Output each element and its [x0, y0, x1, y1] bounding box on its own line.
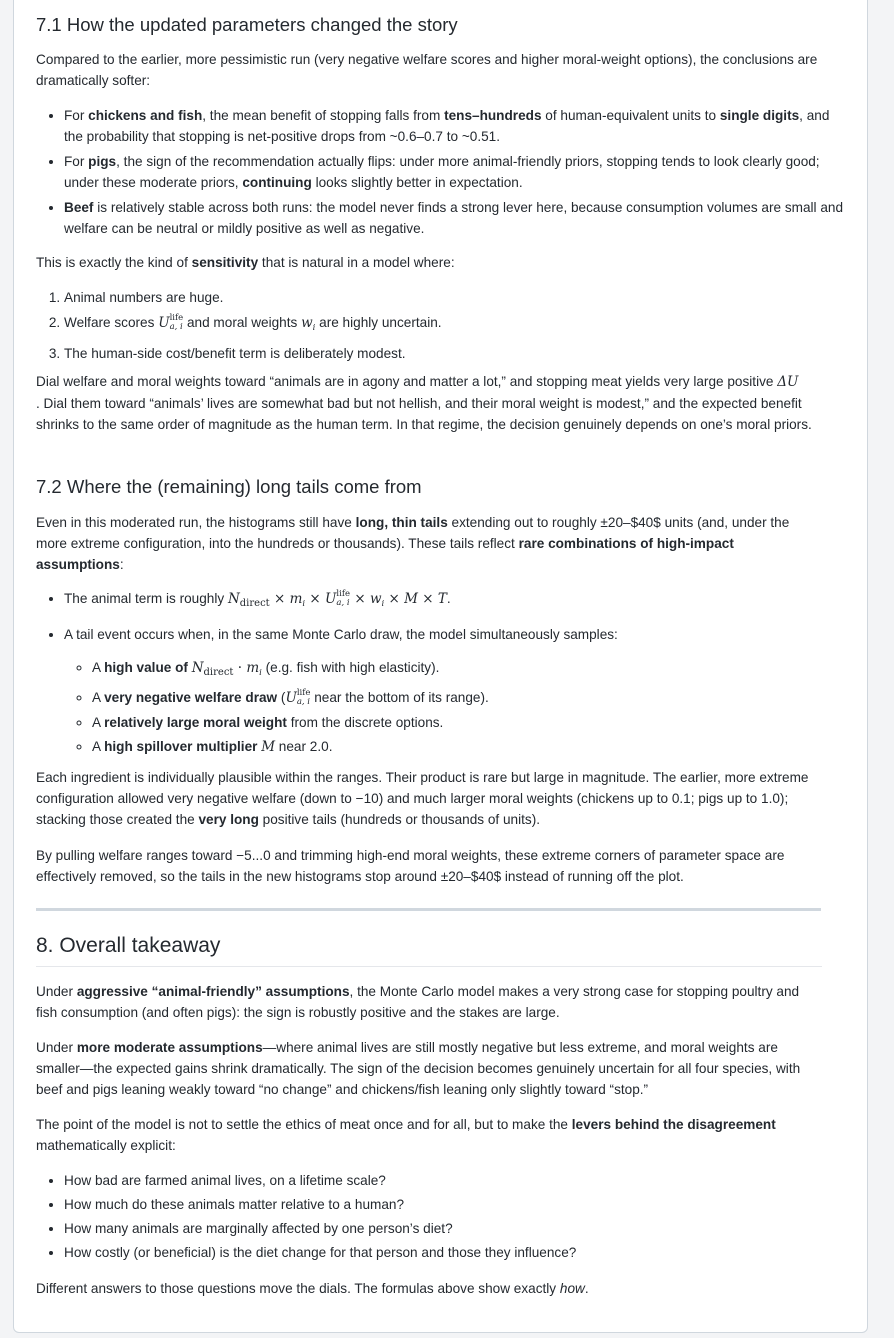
- list-item: • The animal term is roughly $N_{direct} \times m_i \times U$ life a, i × $w_i \times M \times T$.: [64, 588, 850, 615]
- list-item: • Beef is relatively stable across both runs: the model never finds a strong lever here, because consumption volumes are small and welfare can be neutral or mildly positive as well as negative.: [64, 197, 850, 239]
- list-item: • How bad are farmed animal lives, on a lifetime scale?: [64, 1170, 850, 1191]
- list-item: ◦ A very negative welfare draw (U life a, i near the bottom of its range).: [92, 687, 850, 709]
- delta-u-formula: ΔU: [777, 374, 799, 390]
- list-item: ◦ A high value of $N_{direct} \cdot m_i$ (e.g. fish with high elasticity).: [92, 657, 850, 684]
- section-7-1-heading: 7.1 How the updated parameters changed the story: [36, 14, 458, 35]
- moderate-assumptions-paragraph: Under more moderate assumptions—where animal lives are still mostly negative but less extreme, and moral weights are smaller—the expected gains shrink dramatically. The sign of the decision becomes genuinely uncertain for all four species, with beef and pigs leaning weakly toward “no change” and chickens/fish leaning only slightly toward “stop.”: [36, 1040, 801, 1097]
- list-item: • How many animals are marginally affected by one person’s diet?: [64, 1218, 850, 1239]
- list-item: • For chickens and fish, the mean benefit of stopping falls from tens–hundreds of human-equivalent units to single digits, and the probability that stopping is net-positive drops from ~0.6–0.7 to ~0.51.: [64, 105, 850, 147]
- animal-term-formula: $N_{direct} \times m_i \times U$ life a, i × $w_i \times M \times T$: [227, 589, 447, 609]
- section-7-1-bullet-list: [36, 105, 850, 239]
- list-item: • A tail event occurs when, in the same Monte Carlo draw, the model simultaneously samples: ◦ A high value of $N_{direct} \cdot m_i$ (e.g. fish with high elasticity). ◦ A very negative welfare draw (U life a, i near the bottom of its range). ◦ A relatively large moral weight from the discrete options. ◦ A high spillover multiplier M near 2.0.: [64, 624, 850, 758]
- closing-paragraph: Different answers to those questions move the dials. The formulas above show exactly how.: [36, 1281, 589, 1296]
- list-item: ◦ A high spillover multiplier M near 2.0.: [92, 736, 850, 758]
- pulling-ranges-paragraph: By pulling welfare ranges toward −5...0 and trimming high-end moral weights, these extreme corners of parameter space are effectively removed, so the tails in the new histograms stop around ±20–$40$ instead of running off the plot.: [36, 848, 785, 884]
- welfare-score-formula: U life a, i: [158, 313, 184, 332]
- list-item: ◦ A relatively large moral weight from the discrete options.: [92, 712, 850, 733]
- section-7-2-bullet-list: [36, 588, 850, 758]
- model-point-paragraph: The point of the model is not to settle the ethics of meat once and for all, but to make the levers behind the disagreement mathematically explicit:: [36, 1117, 776, 1153]
- list-item: • How much do these animals matter relative to a human?: [64, 1194, 850, 1215]
- sensitivity-paragraph: This is exactly the kind of sensitivity that is natural in a model where:: [36, 255, 455, 270]
- welfare-draw-formula: U life a, i: [285, 688, 311, 707]
- list-item: 1. Animal numbers are huge.: [64, 287, 850, 308]
- aggressive-assumptions-paragraph: Under aggressive “animal-friendly” assumptions, the Monte Carlo model makes a very strong case for stopping poultry and fish consumption (and often pigs): the sign is robustly positive and the stakes are large.: [36, 984, 800, 1020]
- long-tails-paragraph: Even in this moderated run, the histograms still have long, thin tails extending out to roughly ±20–$40$ units (and, under the more extreme configuration, into the hundreds or thousands). These tails reflect rare combinations of high-impact assumptions:: [36, 515, 790, 572]
- list-item: • How costly (or beneficial) is the diet change for that person and those they influence?: [64, 1242, 850, 1263]
- n-direct-m-formula: $N_{direct} \cdot m_i$: [191, 660, 262, 678]
- section-divider: [36, 908, 821, 911]
- ingredients-paragraph: Each ingredient is individually plausible within the ranges. Their product is rare but large in magnitude. The earlier, more extreme configuration allowed very negative welfare (down to −10) and much larger moral weights (chickens up to 0.1; pigs up to 1.0); stacking those created the very long positive tails (hundreds or thousands of units).: [36, 770, 809, 827]
- tail-conditions-list: [64, 657, 850, 758]
- spillover-m-formula: M: [261, 739, 276, 755]
- key-questions-list: [36, 1170, 850, 1263]
- list-item: 2. Welfare scores U life a, i and moral weights $w_i$ are highly uncertain.: [64, 312, 850, 339]
- list-item: • For pigs, the sign of the recommendation actually flips: under more animal-friendly priors, stopping tends to look clearly good; under these moderate priors, continuing looks slightly better in expectation.: [64, 151, 850, 193]
- section-7-2-heading: 7.2 Where the (remaining) long tails come from: [36, 476, 422, 497]
- list-item: 3. The human-side cost/benefit term is deliberately modest.: [64, 343, 850, 364]
- section-8-heading: 8. Overall takeaway: [36, 932, 822, 967]
- dial-paragraph: Dial welfare and moral weights toward “animals are in agony and matter a lot,” and stopping meat yields very large positive ΔU . Dial them toward “animals’ lives are somewhat bad but not hellish, and their moral weight is modest,” and the expected benefit shrinks to the same order of magnitude as the human term. In that regime, the decision genuinely depends on one’s moral priors.: [36, 374, 812, 432]
- uncertainty-list: [36, 287, 850, 364]
- section-7-1-intro: Compared to the earlier, more pessimistic run (very negative welfare scores and higher moral-weight options), the conclusions are dramatically softer:: [36, 52, 818, 88]
- moral-weight-formula: $w_i$: [301, 315, 316, 333]
